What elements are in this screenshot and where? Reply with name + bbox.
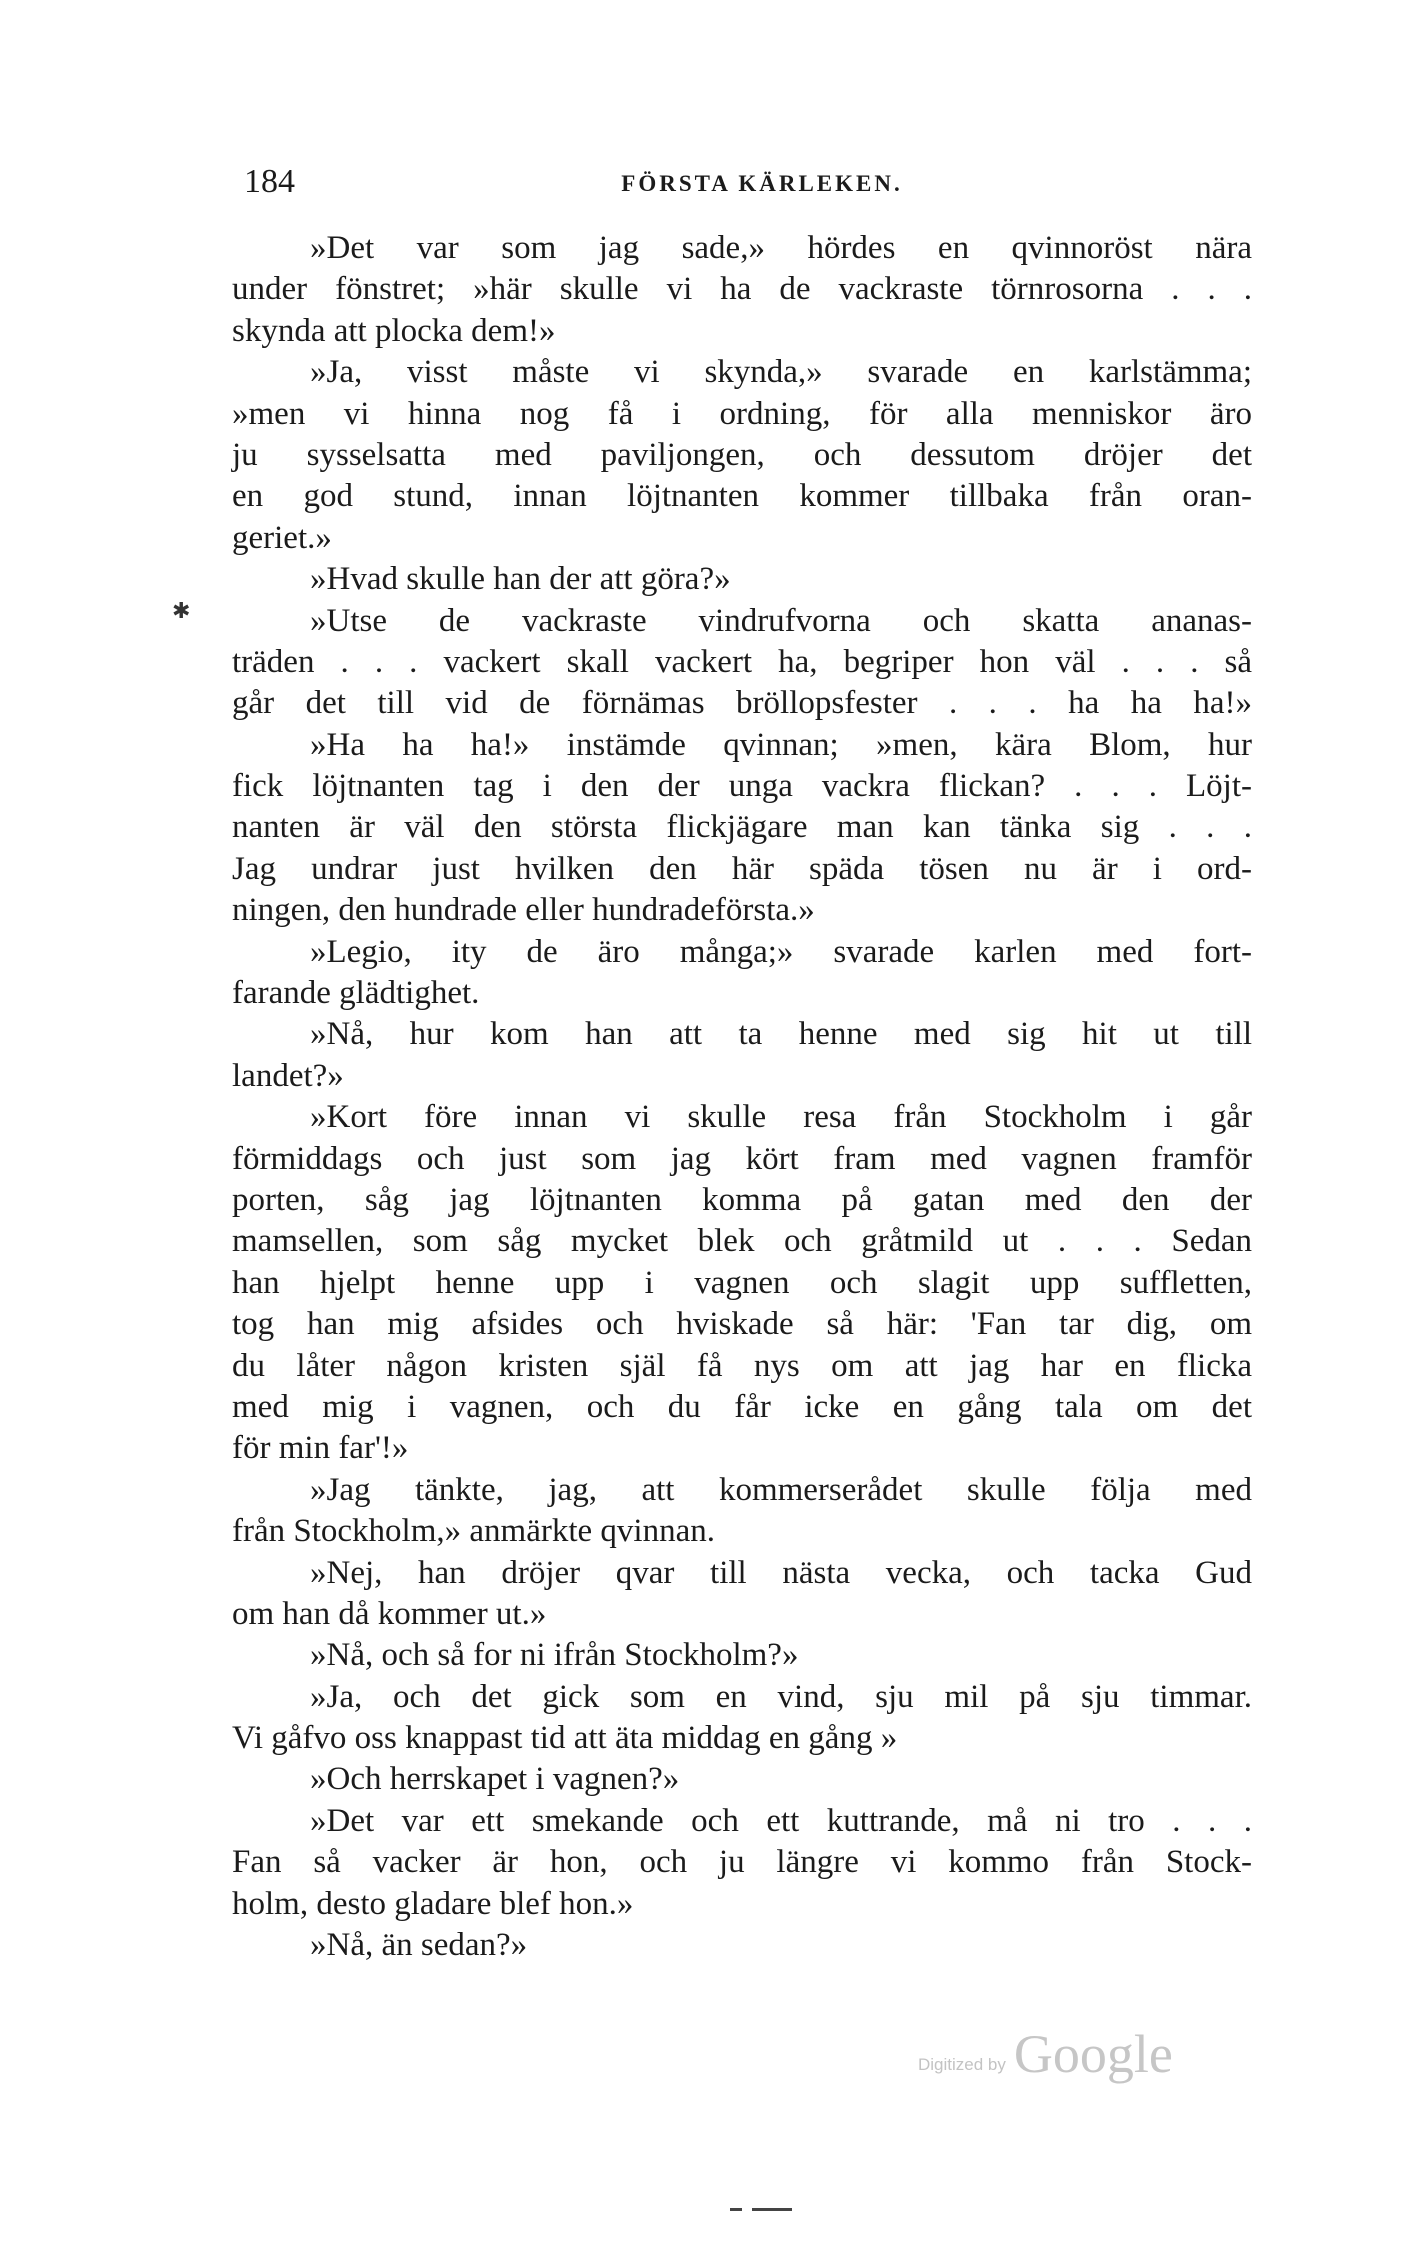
text-line: med mig i vagnen, och du får icke en gång tala om det [232,1388,1252,1425]
text-line: »Utse de vackraste vindrufvorna och skatta ananas- [310,602,1252,639]
text-line: går det till vid de förnämas bröllopsfester . . . ha ha ha!» [232,685,1252,722]
body-text [232,228,1252,1966]
text-line: förmiddags och just som jag kört fram med vagnen framför [232,1140,1252,1177]
text-line: mamsellen, som såg mycket blek och gråtmild ut . . . Sedan [232,1223,1252,1260]
text-line: tog han mig afsides och hviskade så här: 'Fan tar dig, om [232,1306,1252,1343]
text-line: Fan så vacker är hon, och ju längre vi kommo från Stock- [232,1844,1252,1881]
text-line: holm, desto gladare blef hon.» [232,1885,634,1922]
google-logo: Google [1013,2024,1173,2084]
text-line: porten, såg jag löjtnanten komma på gatan med den der [232,1181,1252,1218]
text-line: skynda att plocka dem!» [232,312,556,349]
text-line: en god stund, innan löjtnanten kommer tillbaka från oran- [232,478,1252,515]
text-line: han hjelpt henne upp i vagnen och slagit upp suffletten, [232,1264,1252,1301]
margin-mark: ✱ [172,598,191,623]
text-line: »Det var som jag sade,» hördes en qvinnoröst nära [310,230,1252,266]
text-line: nanten är väl den största flickjägare man kan tänka sig . . . [232,809,1252,846]
text-line: »Hvad skulle han der att göra?» [310,561,731,598]
text-line: fick löjtnanten tag i den der unga vackra flickan? . . . Löjt- [232,768,1252,805]
running-head: FÖRSTA KÄRLEKEN. [621,171,903,196]
text-line: landet?» [232,1057,344,1094]
text-line: »Nej, han dröjer qvar till nästa vecka, och tacka Gud [310,1554,1252,1591]
text-line: »Legio, ity de äro många;» svarade karlen med fort- [310,933,1252,970]
text-line: för min far'!» [232,1430,409,1467]
text-line: »Och herrskapet i vagnen?» [310,1761,680,1798]
text-line: »men vi hinna nog få i ordning, för alla menniskor äro [232,395,1252,432]
bottom-rule [752,2208,792,2211]
text-line: geriet.» [232,519,332,556]
text-line: »Ja, och det gick som en vind, sju mil på sju timmar. [310,1678,1252,1715]
page-number: 184 [244,163,295,200]
text-line: »Jag tänkte, jag, att kommerserådet skulle följa med [310,1471,1252,1508]
text-line: »Nå, än sedan?» [310,1927,528,1964]
text-line: under fönstret; »här skulle vi ha de vackraste törnrosorna . . . [232,271,1252,308]
text-line: farande glädtighet. [232,975,480,1012]
text-line: om han då kommer ut.» [232,1595,547,1632]
text-line: »Kort före innan vi skulle resa från Stockholm i går [310,1099,1252,1136]
text-line: Vi gåfvo oss knappast tid att äta middag en gång » [232,1720,898,1757]
digitized-by-label: Digitized by [918,2055,1006,2074]
text-line: Jag undrar just hvilken den här späda tösen nu är i ord- [232,850,1252,887]
digitized-watermark [918,2022,1173,2082]
page-header [232,160,1252,210]
text-line: du låter någon kristen själ få nys om att jag har en flicka [232,1347,1252,1384]
text-line: »Ja, visst måste vi skynda,» svarade en karlstämma; [310,354,1252,391]
text-line: »Det var ett smekande och ett kuttrande, må ni tro . . . [310,1802,1252,1839]
text-line: »Nå, och så for ni ifrån Stockholm?» [310,1637,799,1674]
bottom-rule [730,2208,742,2211]
text-line: ju sysselsatta med paviljongen, och dessutom dröjer det [232,436,1252,473]
text-line: träden . . . vackert skall vackert ha, begriper hon väl . . . så [232,643,1252,680]
text-line: »Nå, hur kom han att ta henne med sig hit ut till [310,1016,1252,1053]
text-line: ningen, den hundrade eller hundradeförsta.» [232,892,815,929]
text-line: »Ha ha ha!» instämde qvinnan; »men, kära Blom, hur [310,726,1252,763]
text-line: från Stockholm,» anmärkte qvinnan. [232,1513,715,1550]
